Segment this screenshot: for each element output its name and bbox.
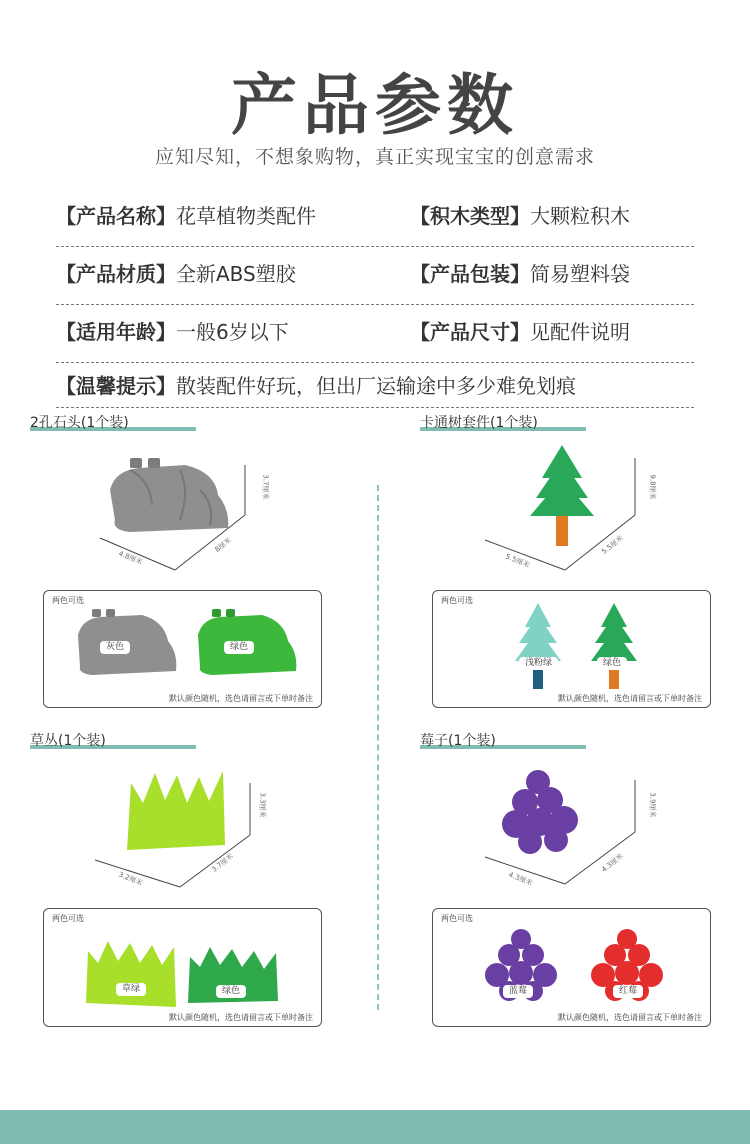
spec-age: 【适用年龄】一般6岁以下	[56, 320, 289, 344]
dim-height: 3.9厘米	[648, 792, 657, 818]
dim-width: 4.3厘米	[507, 870, 534, 888]
dim-width: 4.8厘米	[117, 549, 144, 567]
dim-depth: 3.7厘米	[210, 852, 235, 874]
color-note: 默认颜色随机，选色请留言或下单时备注	[169, 694, 313, 703]
dim-depth: 8厘米	[213, 536, 233, 554]
section-title-grass: 草丛(1个装)	[30, 733, 106, 749]
dim-depth: 4.3厘米	[600, 852, 625, 874]
color-tag-lime: 草绿	[116, 983, 146, 996]
color-tag-gray: 灰色	[100, 641, 130, 654]
grass-green-swatch	[184, 939, 284, 1015]
dim-height: 3.3厘米	[258, 792, 267, 818]
tree-green-swatch	[579, 601, 649, 693]
spec-product-name: 【产品名称】花草植物类配件	[56, 204, 316, 228]
spec-row	[56, 362, 694, 408]
spec-row	[56, 246, 694, 305]
dim-height: 9.8厘米	[648, 474, 657, 500]
color-note: 默认颜色随机，选色请留言或下单时备注	[558, 1013, 702, 1022]
berry-image	[480, 762, 660, 892]
color-options-box	[432, 590, 711, 708]
spec-row	[56, 304, 694, 363]
section-title-tree: 卡通树套件(1个装)	[420, 415, 538, 431]
section-title-stone: 2孔石头(1个装)	[30, 415, 129, 431]
dim-depth: 5.5厘米	[600, 534, 625, 556]
color-tag-green: 绿色	[216, 985, 246, 998]
dim-width: 5.5厘米	[504, 552, 531, 570]
dim-height: 3.7厘米	[261, 474, 270, 500]
spec-size: 【产品尺寸】见配件说明	[410, 320, 630, 344]
spec-block-type: 【积木类型】大颗粒积木	[410, 204, 630, 228]
color-tag-blue: 蓝莓	[503, 985, 533, 998]
color-options-box	[43, 590, 322, 708]
page-title: 产品参数	[231, 67, 519, 144]
spec-material: 【产品材质】全新ABS塑胶	[56, 262, 296, 286]
options-label: 两色可选	[441, 596, 473, 605]
options-label: 两色可选	[52, 914, 84, 923]
color-tag-green: 绿色	[224, 641, 254, 654]
options-label: 两色可选	[52, 596, 84, 605]
section-title-berry: 莓子(1个装)	[420, 733, 496, 749]
tree-mint-swatch	[503, 601, 573, 693]
color-options-box	[432, 908, 711, 1027]
spec-row	[56, 188, 694, 247]
color-note: 默认颜色随机，选色请留言或下单时备注	[558, 694, 702, 703]
options-label: 两色可选	[441, 914, 473, 923]
page-subtitle: 应知尽知，不想象购物，真正实现宝宝的创意需求	[154, 146, 595, 168]
dim-width: 3.2厘米	[117, 870, 144, 888]
grass-lime-swatch	[82, 935, 182, 1011]
spec-tip: 【温馨提示】散装配件好玩，但出厂运输途中多少难免划痕	[56, 374, 576, 398]
stone-gray-image	[90, 450, 280, 580]
color-options-box	[43, 908, 322, 1027]
footer-bar	[0, 1110, 750, 1144]
column-divider	[377, 485, 379, 1010]
spec-packaging: 【产品包装】简易塑料袋	[410, 262, 630, 286]
color-tag-red: 红莓	[613, 985, 643, 998]
color-tag-mint: 浅粉绿	[519, 657, 558, 670]
color-tag-green: 绿色	[597, 657, 627, 670]
color-note: 默认颜色随机，选色请留言或下单时备注	[169, 1013, 313, 1022]
